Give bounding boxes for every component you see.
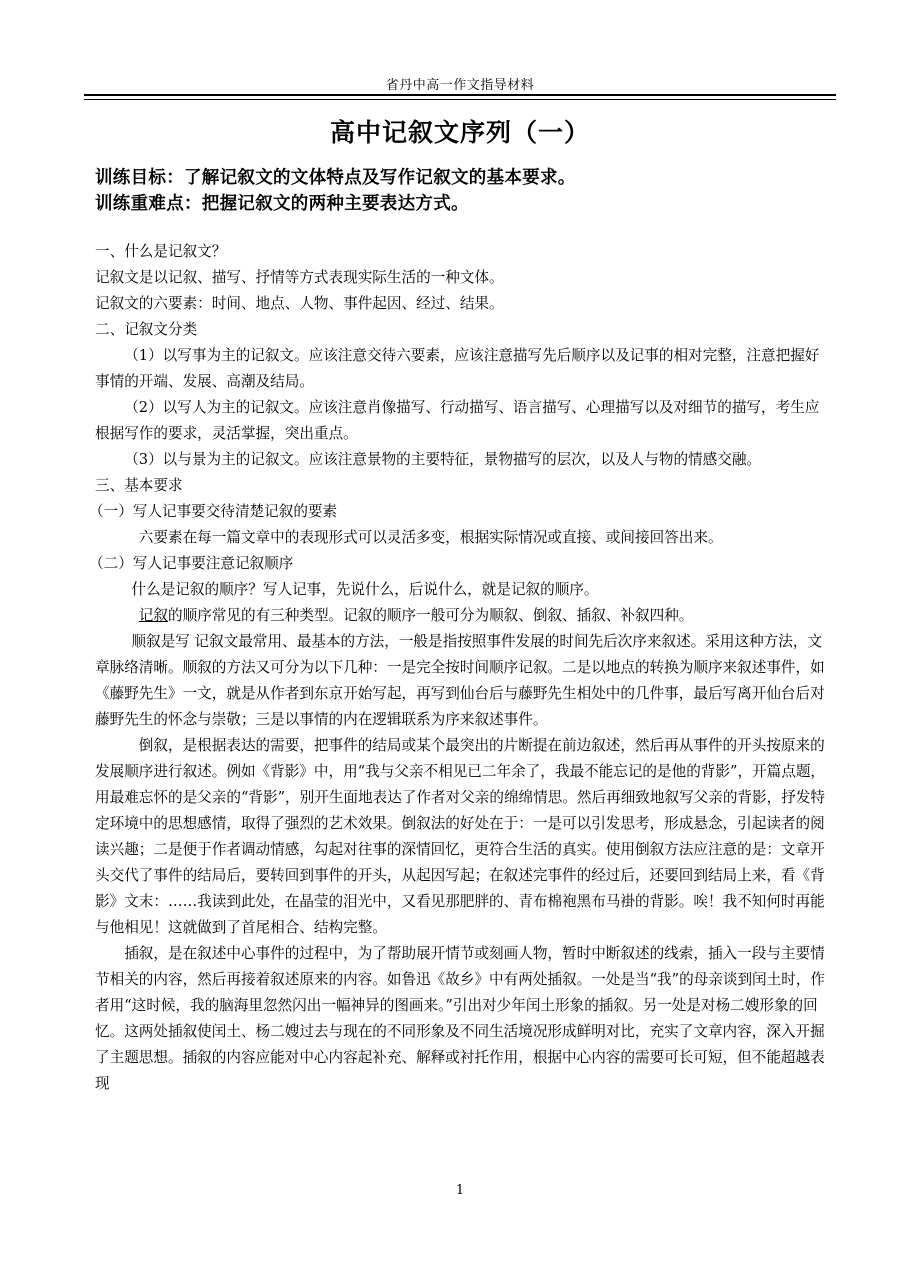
paragraph-text: 的顺序常见的有三种类型。记叙的顺序一般可分为顺叙、倒叙、插叙、补叙四种。 xyxy=(168,607,694,624)
paragraph: 记叙文的六要素：时间、地点、人物、事件起因、经过、结果。 xyxy=(95,295,504,312)
paragraph: 记叙文是以记叙、描写、抒情等方式表现实际生活的一种文体。 xyxy=(95,269,504,286)
training-goal: 训练目标：了解记叙文的文体特点及写作记叙文的基本要求。 xyxy=(95,168,576,188)
paragraph xyxy=(95,603,829,629)
list-item: （3）以与景为主的记叙文。应该注意景物的主要特征，景物描写的层次，以及人与物的情感交融。 xyxy=(124,451,762,468)
paragraph-daoxu: 倒叙，是根据表达的需要，把事件的结局或某个最突出的片断提在前边叙述，然后再从事件的开头按原来的发展顺序进行叙述。例如《背影》中，用“我与父亲不相见已二年余了，我最不能忘记的是他的背影”，开篇点题，用最难忘怀的是父亲的“背影”，别开生面地表达了作者对父亲的绵绵情思。然后再细致地叙写父亲的背影，抒发特定环境中的思想感情，取得了强烈的艺术效果。倒叙法的好处在于：一是可以引发思考，形成悬念，引起读者的阅读兴趣；二是便于作者调动情感，勾起对往事的深情回忆，更符合生活的真实。使用倒叙方法应注意的是：文章开头交代了事件的结局后，要转回到事件的开头，从起因写起；在叙述完事件的经过后，还要回到结局上来，看《背影》文末：……我读到此处，在晶莹的泪光中，又看见那肥胖的、青布棉袍黑布马褂的背影。唉！我不知何时再能与他相见！这就做到了首尾相合、结构完整。 xyxy=(95,737,826,936)
section-heading-3: 三、基本要求 xyxy=(95,477,183,494)
training-key-point: 训练重难点：把握记叙文的两种主要表达方式。 xyxy=(95,194,469,214)
document-body xyxy=(89,239,829,1097)
header-rule-thin xyxy=(84,99,836,100)
section-heading-1: 一、什么是记叙文？ xyxy=(95,243,227,260)
paragraph: 六要素在每一篇文章中的表现形式可以灵活多变，根据实际情况或直接、或间接回答出来。 xyxy=(138,529,723,546)
paragraph-chaxu: 插叙，是在叙述中心事件的过程中，为了帮助展开情节或刻画人物，暂时中断叙述的线索，插入一段与主要情节相关的内容，然后再接着叙述原来的内容。如鲁迅《故乡》中有两处插叙。一处是当“我”的母亲谈到闰土时，作者用“这时候，我的脑海里忽然闪出一幅神异的图画来。”引出对少年闰土形象的插叙。另一处是对杨二嫂形象的回忆。这两处插叙使闰土、杨二嫂过去与现在的不同形象及不同生活境况形成鲜明对比，充实了文章内容，深入开掘了主题思想。插叙的内容应能对中心内容起补充、解释或衬托作用，根据中心内容的需要可长可短，但不能超越表现 xyxy=(95,945,826,1092)
page-header: 省丹中高一作文指导材料 xyxy=(385,78,535,93)
list-item: （2）以写人为主的记叙文。应该注意肖像描写、行动描写、语言描写、心理描写以及对细节的描写，考生应根据写作的要求，灵活掌握，突出重点。 xyxy=(95,399,820,442)
document-title: 高中记叙文序列（一） xyxy=(329,118,590,147)
list-item: （1）以写事为主的记叙文。应该注意交待六要素，应该注意描写先后顺序以及记事的相对完整，注意把握好事情的开端、发展、高潮及结局。 xyxy=(95,347,820,390)
section-heading-2: 二、记叙文分类 xyxy=(95,321,198,338)
underlined-term: 记叙 xyxy=(138,607,168,624)
paragraph-shunxu: 顺叙是写 记叙文最常用、最基本的方法，一般是指按照事件发展的时间先后次序来叙述。采用这种方法，文章脉络清晰。顺叙的方法又可分为以下几种：一是完全按时间顺序记叙。二是以地点的转换为顺序来叙述事件，如《藤野先生》一文，就是从作者到东京开始写起，再写到仙台后与藤野先生相处中的几件事，最后写离开仙台后对藤野先生的怀念与崇敬；三是以事情的内在逻辑联系为序来叙述事件。 xyxy=(95,633,825,728)
header-rule-thick xyxy=(84,94,836,96)
paragraph: 什么是记叙的顺序？写人记事，先说什么，后说什么，就是记叙的顺序。 xyxy=(131,581,599,598)
page-number: 1 xyxy=(455,1183,465,1198)
subsection-heading: （一）写人记事要交待清楚记叙的要素 xyxy=(89,503,338,520)
subsection-heading: （二）写人记事要注意记叙顺序 xyxy=(89,555,294,572)
